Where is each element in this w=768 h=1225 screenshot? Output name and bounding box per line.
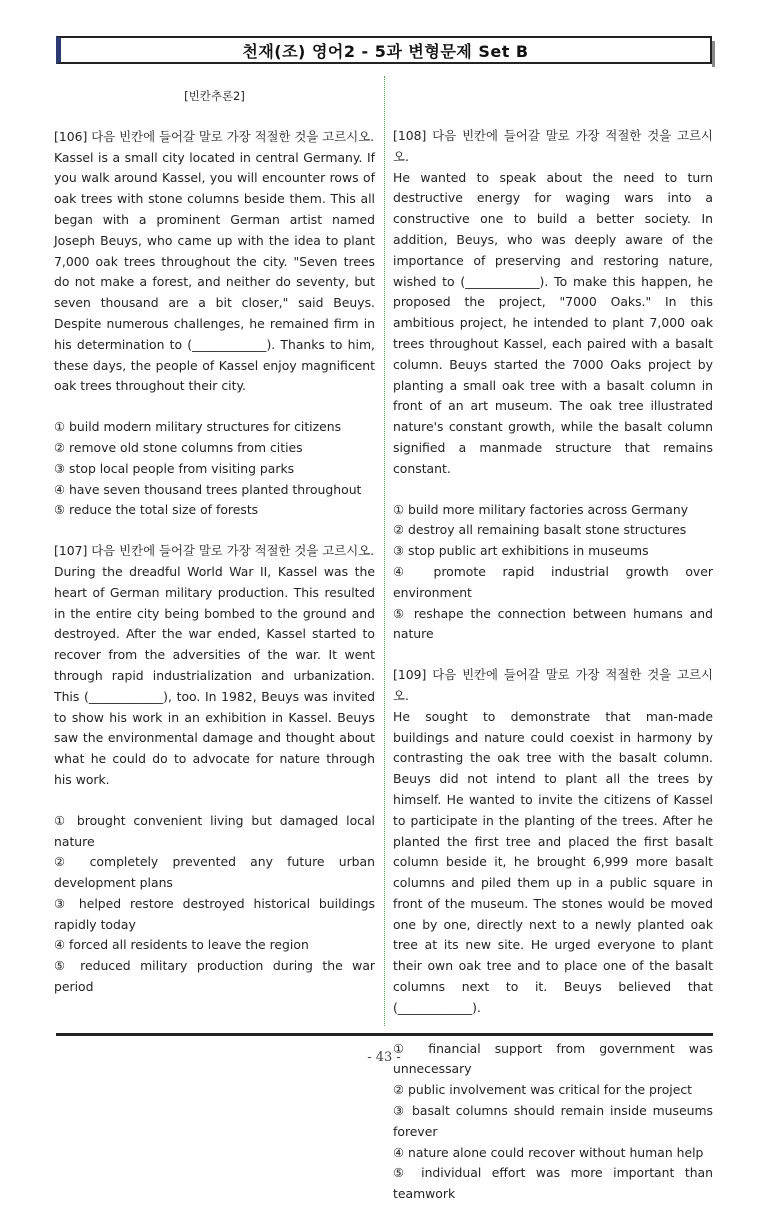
column-divider (384, 76, 385, 1026)
page-number: - 43 - (367, 1050, 401, 1065)
footer-rule (56, 1033, 713, 1036)
choice-2[interactable]: ② public involvement was critical for the project (393, 1082, 693, 1098)
header-box (56, 36, 712, 64)
question-passage: Kassel is a small city located in central Germany. If you walk around Kassel, you will encounter rows of oak trees with stone columns beside them. This all began with a prominent German artist named Joseph Beuys, who came up with the idea to plant 7,000 oak trees throughout the city. "Seven trees do not make a forest, and neither do seventy, but seven thousand are a bit closer," said Beuys. Despite numerous challenges, he remained firm in his determination to (____________). Thanks to him, these days, the people of Kassel enjoy magnificent oak trees throughout their city. (54, 149, 375, 394)
choice-1[interactable]: ① brought convenient living but damaged local nature (54, 812, 375, 849)
choice-5[interactable]: ⑤ reshape the connection between humans and nature (393, 605, 713, 642)
choice-3[interactable]: ③ stop public art exhibitions in museums (393, 543, 649, 559)
question-108 (393, 126, 713, 645)
choice-4[interactable]: ④ have seven thousand trees planted throughout (54, 481, 362, 497)
question-106 (54, 127, 375, 521)
choice-list (393, 500, 713, 646)
choice-2[interactable]: ② remove old stone columns from cities (54, 439, 303, 455)
choice-1[interactable]: ① build more military factories across Germany (393, 501, 689, 517)
choice-3[interactable]: ③ basalt columns should remain inside museums forever (393, 1103, 713, 1139)
left-column (54, 86, 375, 1018)
page-title: 천재(조) 영어2 - 5과 변형문제 Set B (242, 41, 529, 61)
choice-4[interactable]: ④ forced all residents to leave the region (54, 937, 309, 953)
question-header: [109] 다음 빈칸에 들어갈 말로 가장 적절한 것을 고르시오. (393, 667, 713, 703)
question-header: [106] 다음 빈칸에 들어갈 말로 가장 적절한 것을 고르시오. (54, 128, 375, 144)
choice-list (54, 417, 375, 521)
choice-5[interactable]: ⑤ reduced military production during the war period (54, 958, 375, 995)
choice-3[interactable]: ③ stop local people from visiting parks (54, 460, 295, 476)
section-tag: [빈칸추론2] (184, 89, 245, 103)
question-passage: During the dreadful World War II, Kassel was the heart of German military production. This resulted in the entire city being bombed to the ground and destroyed. After the war ended, Kassel started to recover from the adversities of the war. It went through rapid industrialization and urbanization. This (____________), too. In 1982, Beuys was invited to show his work in an exhibition in Kassel. Beuys saw the environmental damage and thought about what he could do to advocate for nature through his work. (54, 563, 375, 787)
choice-list (54, 811, 375, 998)
choice-1[interactable]: ① financial support from government was unnecessary (393, 1040, 713, 1077)
choice-2[interactable]: ② destroy all remaining basalt stone structures (393, 522, 687, 538)
column-spacer (393, 86, 713, 126)
choice-1[interactable]: ① build modern military structures for citizens (54, 419, 342, 435)
question-107 (54, 541, 375, 998)
question-passage: He sought to demonstrate that man-made buildings and nature could coexist in harmony by contrasting the oak tree with the basalt column. Beuys did not intend to plant all the trees by himself. He wanted to invite the citizens of Kassel to participate in the planting of the trees. After he planted the first tree and placed the first basalt column beside it, he brought 6,999 more basalt columns and piled them up in a public square in front of the museum. The stones would be moved one by one, directly next to a newly planted oak tree at its new site. He urged everyone to plant their own oak tree and to place one of the basalt columns next to it. Beuys believed that (____________). (393, 708, 713, 1015)
choice-2[interactable]: ② completely prevented any future urban development plans (54, 854, 375, 891)
question-header: [107] 다음 빈칸에 들어갈 말로 가장 적절한 것을 고르시오. (54, 543, 375, 559)
question-passage: He wanted to speak about the need to turn destructive energy for waging wars into a constructive one to build a better society. In addition, Beuys, who was deeply aware of the importance of preserving and restoring nature, wished to (____________). To make this happen, he proposed the project, "7000 Oaks." In this ambitious project, he intended to plant 7,000 oak trees throughout Kassel, each paired with a basalt column. Beuys started the 7000 Oaks project by planting a small oak tree with a basalt column in front of an art museum. The oak tree illustrated nature's constant growth, while the basalt column signified a manmade structure that remains constant. (393, 169, 713, 476)
choice-5[interactable]: ⑤ reduce the total size of forests (54, 502, 259, 518)
choice-4[interactable]: ④ promote rapid industrial growth over environment (393, 563, 713, 600)
choice-3[interactable]: ③ helped restore destroyed historical buildings rapidly today (54, 895, 375, 932)
question-109 (393, 665, 713, 1205)
question-header: [108] 다음 빈칸에 들어갈 말로 가장 적절한 것을 고르시오. (393, 128, 713, 164)
choice-5[interactable]: ⑤ individual effort was more important than teamwork (393, 1165, 713, 1202)
choice-4[interactable]: ④ nature alone could recover without human help (393, 1144, 704, 1160)
